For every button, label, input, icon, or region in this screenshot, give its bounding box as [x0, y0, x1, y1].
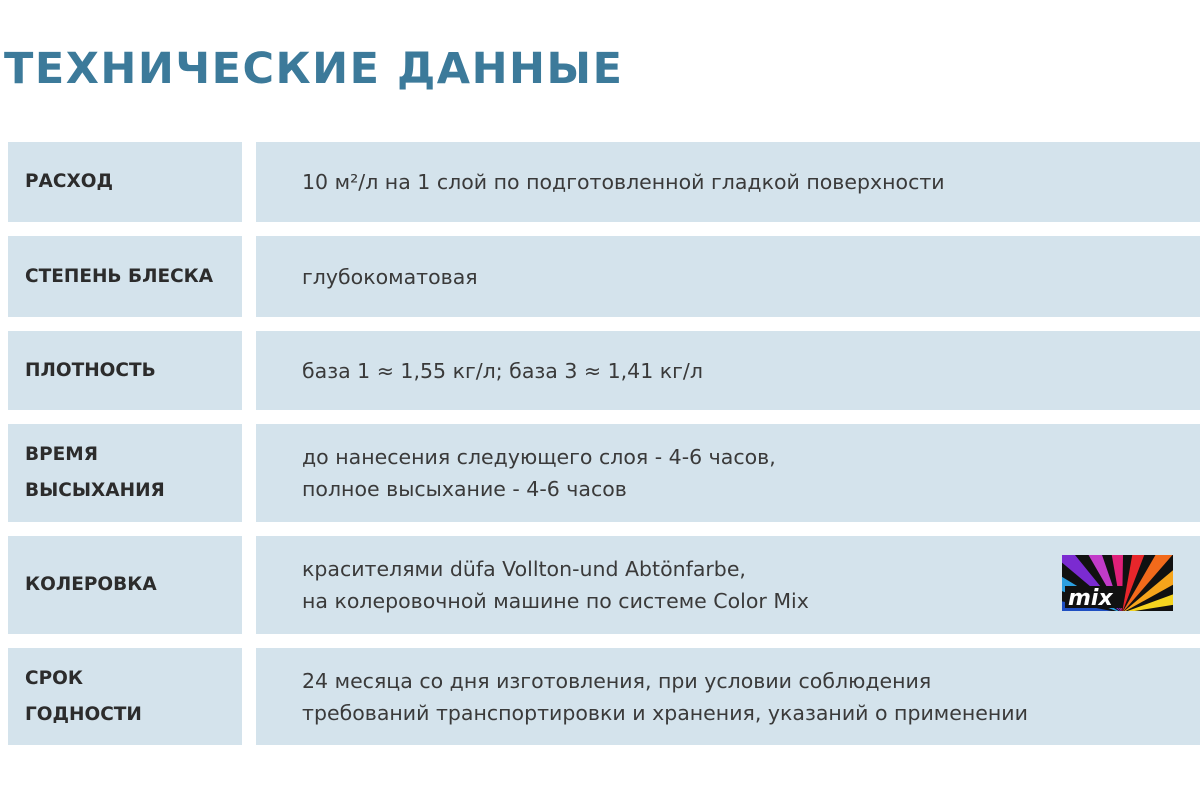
value-drying-time: [302, 441, 776, 505]
label-line: ВРЕМЯ: [25, 444, 98, 465]
label-line: ПЛОТНОСТЬ: [25, 359, 156, 381]
label-cell-shelf-life: [8, 648, 242, 745]
page-title: ТЕХНИЧЕСКИЕ ДАННЫЕ: [4, 44, 624, 94]
label-tinting: [25, 567, 157, 603]
value-line: до нанесения следующего слоя - 4-6 часов,: [302, 445, 776, 469]
value-cell-shelf-life: [256, 648, 1200, 745]
value-cell-density: [256, 331, 1200, 410]
label-cell-drying-time: [8, 424, 242, 522]
value-line: 10 м²/л на 1 слой по подготовленной гладкой поверхности: [302, 170, 945, 194]
value-tinting: [302, 553, 809, 617]
value-cell-consumption: [256, 142, 1200, 222]
label-line: СРОК: [25, 667, 83, 689]
label-gloss: [25, 259, 213, 295]
label-line: СТЕПЕНЬ БЛЕСКА: [25, 265, 214, 287]
value-line: база 1 ≈ 1,55 кг/л; база 3 ≈ 1,41 кг/л: [302, 358, 703, 383]
logo-text: mix: [1068, 586, 1113, 611]
value-line: 24 месяца со дня изготовления, при условии соблюдения: [302, 668, 932, 693]
value-line: требований транспортировки и хранения, указаний о применении: [302, 700, 1028, 725]
label-density: [25, 353, 156, 389]
label-cell-tinting: [8, 536, 242, 634]
label-line: РАСХОД: [25, 171, 113, 192]
value-gloss: [302, 261, 478, 293]
value-density: [302, 355, 703, 387]
label-shelf-life: [25, 661, 142, 733]
value-consumption: [302, 166, 945, 198]
label-line: ГОДНОСТИ: [25, 703, 142, 725]
label-drying-time: [25, 437, 165, 509]
value-line: красителями düfa Vollton-und Abtönfarbe,: [302, 557, 746, 581]
value-cell-tinting: [256, 536, 1200, 634]
value-shelf-life: [302, 665, 1028, 729]
value-cell-gloss: [256, 236, 1200, 317]
label-cell-gloss: [8, 236, 242, 317]
color-mix-logo: [1062, 555, 1173, 611]
label-line: ВЫСЫХАНИЯ: [25, 480, 165, 501]
value-line: полное высыхание - 4-6 часов: [302, 477, 627, 501]
label-cell-consumption: [8, 142, 242, 222]
label-line: КОЛЕРОВКА: [25, 574, 157, 595]
value-line: на колеровочной машине по системе Color Mix: [302, 589, 809, 613]
label-cell-density: [8, 331, 242, 410]
value-line: глубокоматовая: [302, 264, 478, 289]
value-cell-drying-time: [256, 424, 1200, 522]
label-consumption: [25, 164, 113, 200]
